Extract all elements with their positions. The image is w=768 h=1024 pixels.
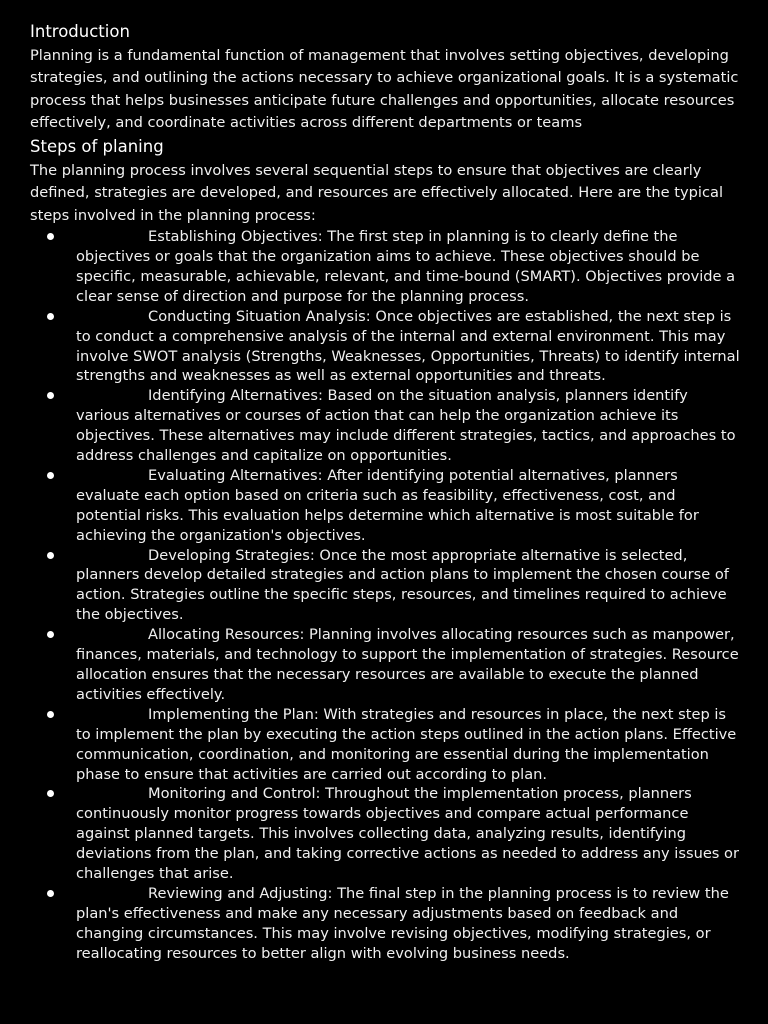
list-item	[30, 546, 742, 626]
list-item-text: Developing Strategies: Once the most appropriate alternative is selected, planners develop detailed strategies and action plans to implement the chosen course of action. Strategies outline the specific steps, resources, and timelines required to achieve the objectives.	[76, 546, 729, 624]
bullet-icon	[47, 711, 54, 718]
list-item	[30, 227, 742, 307]
list-item	[30, 307, 742, 387]
list-item-text: Conducting Situation Analysis: Once objectives are established, the next step is to conduct a comprehensive analysis of the internal and external environment. This may involve SWOT analysis (Strengths, Weaknesses, Opportunities, Threats) to identify internal strengths and weaknesses as well as external opportunities and threats.	[76, 307, 740, 385]
bullet-icon	[47, 552, 54, 559]
bullet-icon	[47, 392, 54, 399]
steps-list	[30, 227, 742, 964]
list-item-text: Identifying Alternatives: Based on the situation analysis, planners identify various alternatives or courses of action that can help the organization achieve its objectives. These alternatives may include different strategies, tactics, and approaches to address challenges and capitalize on opportunities.	[76, 387, 736, 465]
list-item	[30, 784, 742, 884]
list-item	[30, 386, 742, 466]
list-item-text: Allocating Resources: Planning involves allocating resources such as manpower, finances, materials, and technology to support the implementation of strategies. Resource allocation ensures that the necessary resources are available to execute the planned activities effectively.	[76, 626, 739, 703]
introduction-heading: Introduction	[30, 22, 130, 41]
list-item-text: Establishing Objectives: The first step in planning is to clearly define the objectives or goals that the organization aims to achieve. These objectives should be specific, measurable, achievable, relevant, and time-bound (SMART). Objectives provide a clear sense of direction and purpose for the planning process.	[76, 228, 736, 305]
steps-intro-paragraph: The planning process involves several sequential steps to ensure that objectives are clearly defined, strategies are developed, and resources are effectively allocated. Here are the typical steps involved in the planning process:	[30, 162, 723, 224]
list-item-text: Reviewing and Adjusting: The final step in the planning process is to review the plan's effectiveness and make any necessary adjustments based on feedback and changing circumstances. This may involve revising objectives, modifying strategies, or reallocating resources to better align with evolving business needs.	[76, 884, 729, 962]
list-item-text: Monitoring and Control: Throughout the implementation process, planners continuously monitor progress towards objectives and compare actual performance against planned targets. This involves collecting data, analyzing results, identifying deviations from the plan, and taking corrective actions as needed to address any issues or challenges that arise.	[76, 785, 739, 883]
steps-heading: Steps of planing	[30, 137, 164, 157]
bullet-icon	[47, 233, 54, 240]
list-item	[30, 884, 742, 964]
bullet-icon	[47, 631, 54, 638]
list-item-text: Evaluating Alternatives: After identifying potential alternatives, planners evaluate each option based on criteria such as feasibility, effectiveness, cost, and potential risks. This evaluation helps determine which alternative is most suitable for achieving the organization's objectives.	[76, 466, 699, 544]
list-item-text: Implementing the Plan: With strategies and resources in place, the next step is to implement the plan by executing the action steps outlined in the action plans. Effective communication, coordination, and monitoring are essential during the implementation phase to ensure that activities are carried out according to plan.	[76, 705, 737, 783]
bullet-icon	[47, 790, 54, 797]
list-item	[30, 705, 742, 785]
bullet-icon	[47, 313, 54, 320]
bullet-icon	[47, 890, 54, 897]
list-item	[30, 625, 742, 705]
bullet-icon	[47, 472, 54, 479]
introduction-paragraph: Planning is a fundamental function of management that involves setting objectives, developing strategies, and outlining the actions necessary to achieve organizational goals. It is a systematic process that helps businesses anticipate future challenges and opportunities, allocate resources effectively, and coordinate activities across different departments or teams	[30, 47, 739, 131]
list-item	[30, 466, 742, 546]
